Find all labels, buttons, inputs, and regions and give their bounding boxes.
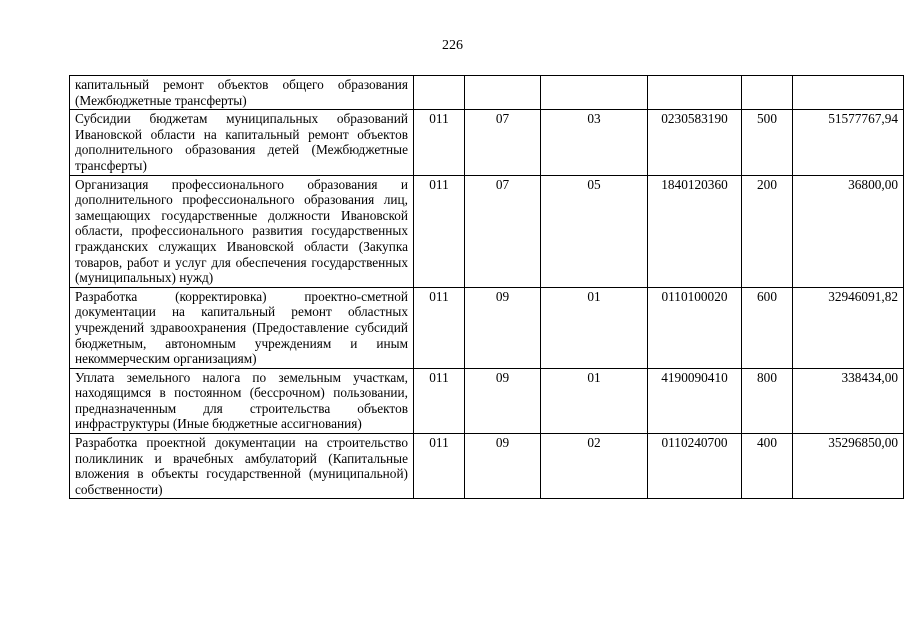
page-number: 226 <box>442 38 463 53</box>
row-expense-type: 200 <box>742 175 793 287</box>
row-subsection-code: 02 <box>541 434 648 499</box>
row-section-code: 07 <box>465 175 541 287</box>
row-subsection-code: 01 <box>541 368 648 433</box>
row-amount: 36800,00 <box>793 175 904 287</box>
row-amount <box>793 76 904 110</box>
table-row <box>70 175 904 287</box>
row-amount: 32946091,82 <box>793 287 904 368</box>
row-subsection-code <box>541 76 648 110</box>
row-section-code: 07 <box>465 110 541 175</box>
row-description: Субсидии бюджетам муниципальных образований Ивановской области на капитальный ремонт объектов дополнительного образования детей (Межбюджетные трансферты) <box>70 110 414 175</box>
row-amount: 35296850,00 <box>793 434 904 499</box>
row-ministry-code: 011 <box>414 368 465 433</box>
row-subsection-code: 03 <box>541 110 648 175</box>
budget-table <box>69 75 904 499</box>
row-section-code: 09 <box>465 287 541 368</box>
table-row <box>70 110 904 175</box>
row-section-code: 09 <box>465 368 541 433</box>
row-amount: 51577767,94 <box>793 110 904 175</box>
row-target-article: 0230583190 <box>648 110 742 175</box>
table-row <box>70 434 904 499</box>
row-ministry-code: 011 <box>414 287 465 368</box>
row-description: Уплата земельного налога по земельным участкам, находящимся в постоянном (бессрочном) пользовании, предназначенным для строительства объектов инфраструктуры (Иные бюджетные ассигнования) <box>70 368 414 433</box>
row-ministry-code: 011 <box>414 110 465 175</box>
row-expense-type: 500 <box>742 110 793 175</box>
row-section-code <box>465 76 541 110</box>
row-target-article: 0110100020 <box>648 287 742 368</box>
row-expense-type: 400 <box>742 434 793 499</box>
budget-table-body <box>70 76 904 499</box>
table-row <box>70 287 904 368</box>
row-target-article: 4190090410 <box>648 368 742 433</box>
row-ministry-code: 011 <box>414 175 465 287</box>
row-description: Разработка (корректировка) проектно-сметной документации на капитальный ремонт областных учреждений здравоохранения (Предоставление субсидий бюджетным, автономным учреждениям и иным некоммерческим организациям) <box>70 287 414 368</box>
row-ministry-code: 011 <box>414 434 465 499</box>
row-target-article: 1840120360 <box>648 175 742 287</box>
row-description: капитальный ремонт объектов общего образования (Межбюджетные трансферты) <box>70 76 414 110</box>
row-description: Организация профессионального образования и дополнительного профессионального образования лиц, замещающих государственные должности Ивановской области, профессионального развития государственных гражданских служащих Ивановской области (Закупка товаров, работ и услуг для обеспечения государственных (муниципальных) нужд) <box>70 175 414 287</box>
row-section-code: 09 <box>465 434 541 499</box>
row-target-article: 0110240700 <box>648 434 742 499</box>
table-row <box>70 76 904 110</box>
row-description: Разработка проектной документации на строительство поликлиник и врачебных амбулаторий (Капитальные вложения в объекты государственной (муниципальной) собственности) <box>70 434 414 499</box>
row-expense-type: 800 <box>742 368 793 433</box>
table-row <box>70 368 904 433</box>
row-amount: 338434,00 <box>793 368 904 433</box>
row-subsection-code: 05 <box>541 175 648 287</box>
row-subsection-code: 01 <box>541 287 648 368</box>
row-ministry-code <box>414 76 465 110</box>
row-expense-type: 600 <box>742 287 793 368</box>
row-expense-type <box>742 76 793 110</box>
row-target-article <box>648 76 742 110</box>
